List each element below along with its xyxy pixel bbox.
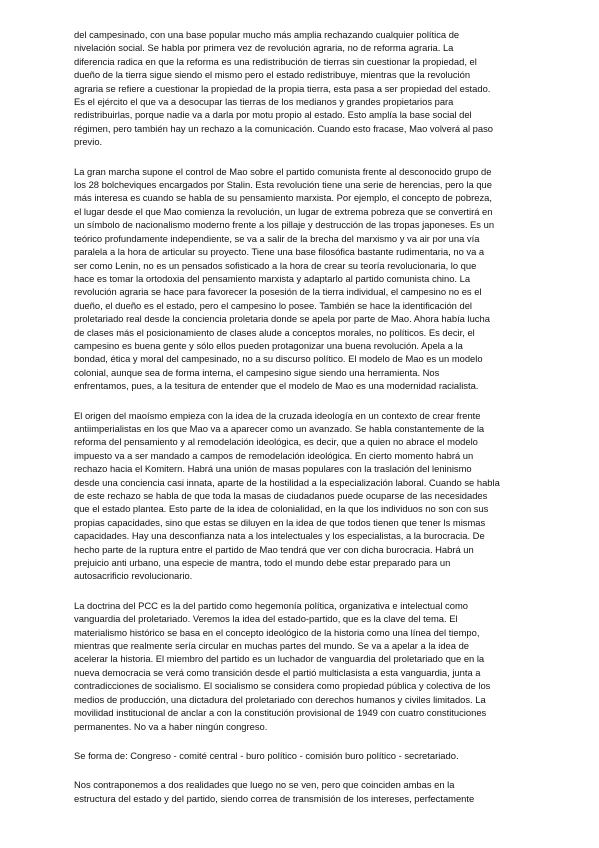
text-line: enfrentamos, pues, a la tesitura de entender que el modelo de Mao es una modernidad racialista.	[74, 380, 479, 392]
text-line: nueva democracia se verá como transición desde el partió multiclasista a esta vanguardia, junta a	[74, 666, 481, 678]
text-line: propias capacidades, sino que estas se diluyen en la idea de que todos tienen que tener ls mismas	[74, 516, 486, 528]
text-line: Nos contraponemos a dos realidades que luego no se ven, pero que coinciden ambas en la	[74, 779, 455, 791]
text-line: vanguardia del proletariado. Veremos la idea del estado-partido, que es la clave del tema. El	[74, 613, 458, 625]
text-line: impuesto va a ser mandado a campos de remodelación ideológica. En cierto momento habrá un	[74, 449, 474, 461]
text-line: los 28 bolcheviques encargados por Stalin. Esta revolución tiene una serie de herencias, pero la que	[74, 179, 492, 191]
text-line: Es el ejército el que va a desocupar las tierras de los medianos y grandes propietarios para	[74, 96, 454, 108]
text-line: reforma del pensamiento y al remodelación ideológica, es decir, que a quien no abrace el modelo	[74, 436, 478, 448]
text-line: un símbolo de nacionalismo moderno frente a los pillaje y destrucción de las tropas japoneses. Es un	[74, 219, 495, 231]
text-line: estructura del estado y del partido, siendo correa de transmisión de los intereses, perfectamente	[74, 792, 475, 804]
text-line: capacidades. Hay una desconfianza nata a los intelectuales y los especialistas, a la burocracia. De	[74, 530, 485, 542]
text-line: La doctrina del PCC es la del partido como hegemonía política, organizativa e intelectual como	[74, 599, 468, 611]
text-line: contradicciones de socialismo. El socialismo se considera como propiedad pública y colectiva de los	[74, 680, 491, 692]
text-line: que el estado plantea. Esto parte de la idea de colonialidad, en la que los individuos no son con sus	[74, 503, 489, 515]
text-line: colonial, aunque sea de forma interna, el campesino sigue siendo una herramienta. Nos	[74, 366, 440, 378]
text-line: medios de producción, una dictadura del proletariado con derechos humanos y civiles limitados. La	[74, 693, 486, 705]
text-line: redistribuirlas, porque nadie va a darla por motu propio al estado. Esto amplía la base social del	[74, 109, 472, 121]
text-line: ser como Lenin, no es un pensados sofisticado a la hora de crear su teoría revolucionaria, lo que	[74, 259, 477, 271]
text-line: hecho parte de la ruptura entre el partido de Mao tendrá que ver con dicha burocracia. Habrá un	[74, 543, 474, 555]
text-line: antiimperialistas en los que Mao va a aparecer como un avanzado. Se habla constantemente de la	[74, 422, 485, 434]
text-line: La gran marcha supone el control de Mao sobre el partido comunista frente al desconocido grupo de	[74, 165, 492, 177]
paragraph-long-march	[74, 165, 518, 393]
paragraph-maoism-origin	[74, 409, 518, 583]
structure-line: Se forma de: Congreso - comité central - buro político - comisión buro político - secretariado.	[74, 749, 459, 761]
text-line: dueño, el dueño es el estado, pero el campesino lo posee. También se hace la identificación del	[74, 299, 473, 311]
text-line: de este rechazo se habla de que toda la masas de ciudadanos puede ocuparse de las necesidades	[74, 490, 488, 501]
text-line: movilidad institucional de anclar a con la constitución provisional de 1949 con cuatro constituciones	[74, 707, 487, 719]
text-line: agraria se refiere a cuestionar la propiedad de la propia tierra, esta pasa a ser propiedad del estado.	[74, 82, 491, 94]
text-line: de clases más el posicionamiento de clases alude a conceptos morales, no políticos. Es decir, el	[74, 326, 475, 338]
text-line: campesino es buena gente y sólo ellos pueden protagonizar una buena revolución. Apela a la	[74, 339, 463, 351]
text-line: hace es tomar la ortodoxia del pensamiento marxista y adaptarlo al partido comunista chino. La	[74, 272, 471, 284]
document-page	[74, 28, 518, 821]
text-line: acelerar la historia. El miembro del partido es un luchador de vanguardia del proletariado que en la	[74, 653, 485, 665]
text-line: nivelación social. Se habla por primera vez de revolución agraria, no de reforma agraria. La	[74, 42, 454, 54]
text-line: teórico profundamente independiente, se va a salir de la brecha del marxismo y va air por una vía	[74, 232, 480, 244]
text-line: bondad, ética y moral del campesinado, no a su discurso político. El modelo de Mao es un modelo	[74, 353, 483, 365]
text-line: más interesa es cuando se habla de su pensamiento marxista. Por ejemplo, el concepto de pobreza,	[74, 192, 492, 204]
text-line: proletariado real desde la conciencia proletaria donde se apela por parte de Mao. Ahora había lucha	[74, 313, 490, 325]
text-line: El origen del maoísmo empieza con la idea de la cruzada ideología en un contexto de crear frente	[74, 409, 481, 421]
paragraph-agrarian-revolution	[74, 28, 518, 149]
text-line: revolución agraria se hace para favorecer la posesión de la tierra individual, el campesino no es el	[74, 286, 482, 298]
text-line: el lugar desde el que Mao comienza la revolución, un lugar de extrema pobreza que se convertirá en	[74, 205, 493, 217]
text-line: diferencia radica en que la reforma es una redistribución de tierras sin cuestionar la propiedad, el	[74, 55, 477, 67]
text-line: permanentes. No va a haber ningún congreso.	[74, 720, 268, 732]
text-line: dueño de la tierra sigue siendo el mismo pero el estado redistribuye, mientras que la revolución	[74, 69, 471, 81]
text-line: paralela a la hora de articular su proyecto. Tiene una base filosófica bastante rudimentaria, no va a	[74, 246, 485, 258]
text-line: mientras que realmente sería circular en muchas partes del mundo. Se va a apelar a la idea de	[74, 640, 470, 652]
paragraph-pcc-doctrine	[74, 599, 518, 733]
text-line: régimen, pero también hay un rechazo a la comunicación. Cuando esto fracase, Mao volverá al paso	[74, 122, 493, 134]
paragraph-two-realities	[74, 778, 518, 805]
text-line: desde una conciencia casi innata, aparte de la hostilidad a la especialización laboral. Cuando se habla	[74, 476, 500, 488]
text-line: rechazo hacia el Komitern. Habrá una unión de masas populares con la traslación del leninismo	[74, 463, 472, 475]
text-line: autosacrificio revolucionario.	[74, 570, 193, 582]
text-line: materialismo histórico se basa en el concepto ideológico de la historia como una línea del tiempo,	[74, 626, 480, 638]
text-line: del campesinado, con una base popular mucho más amplia rechazando cualquier política de	[74, 29, 460, 40]
text-line: prejuicio anti urbano, una especie de mantra, todo el mundo debe estar preparado para un	[74, 557, 451, 569]
text-line: previo.	[74, 136, 103, 148]
